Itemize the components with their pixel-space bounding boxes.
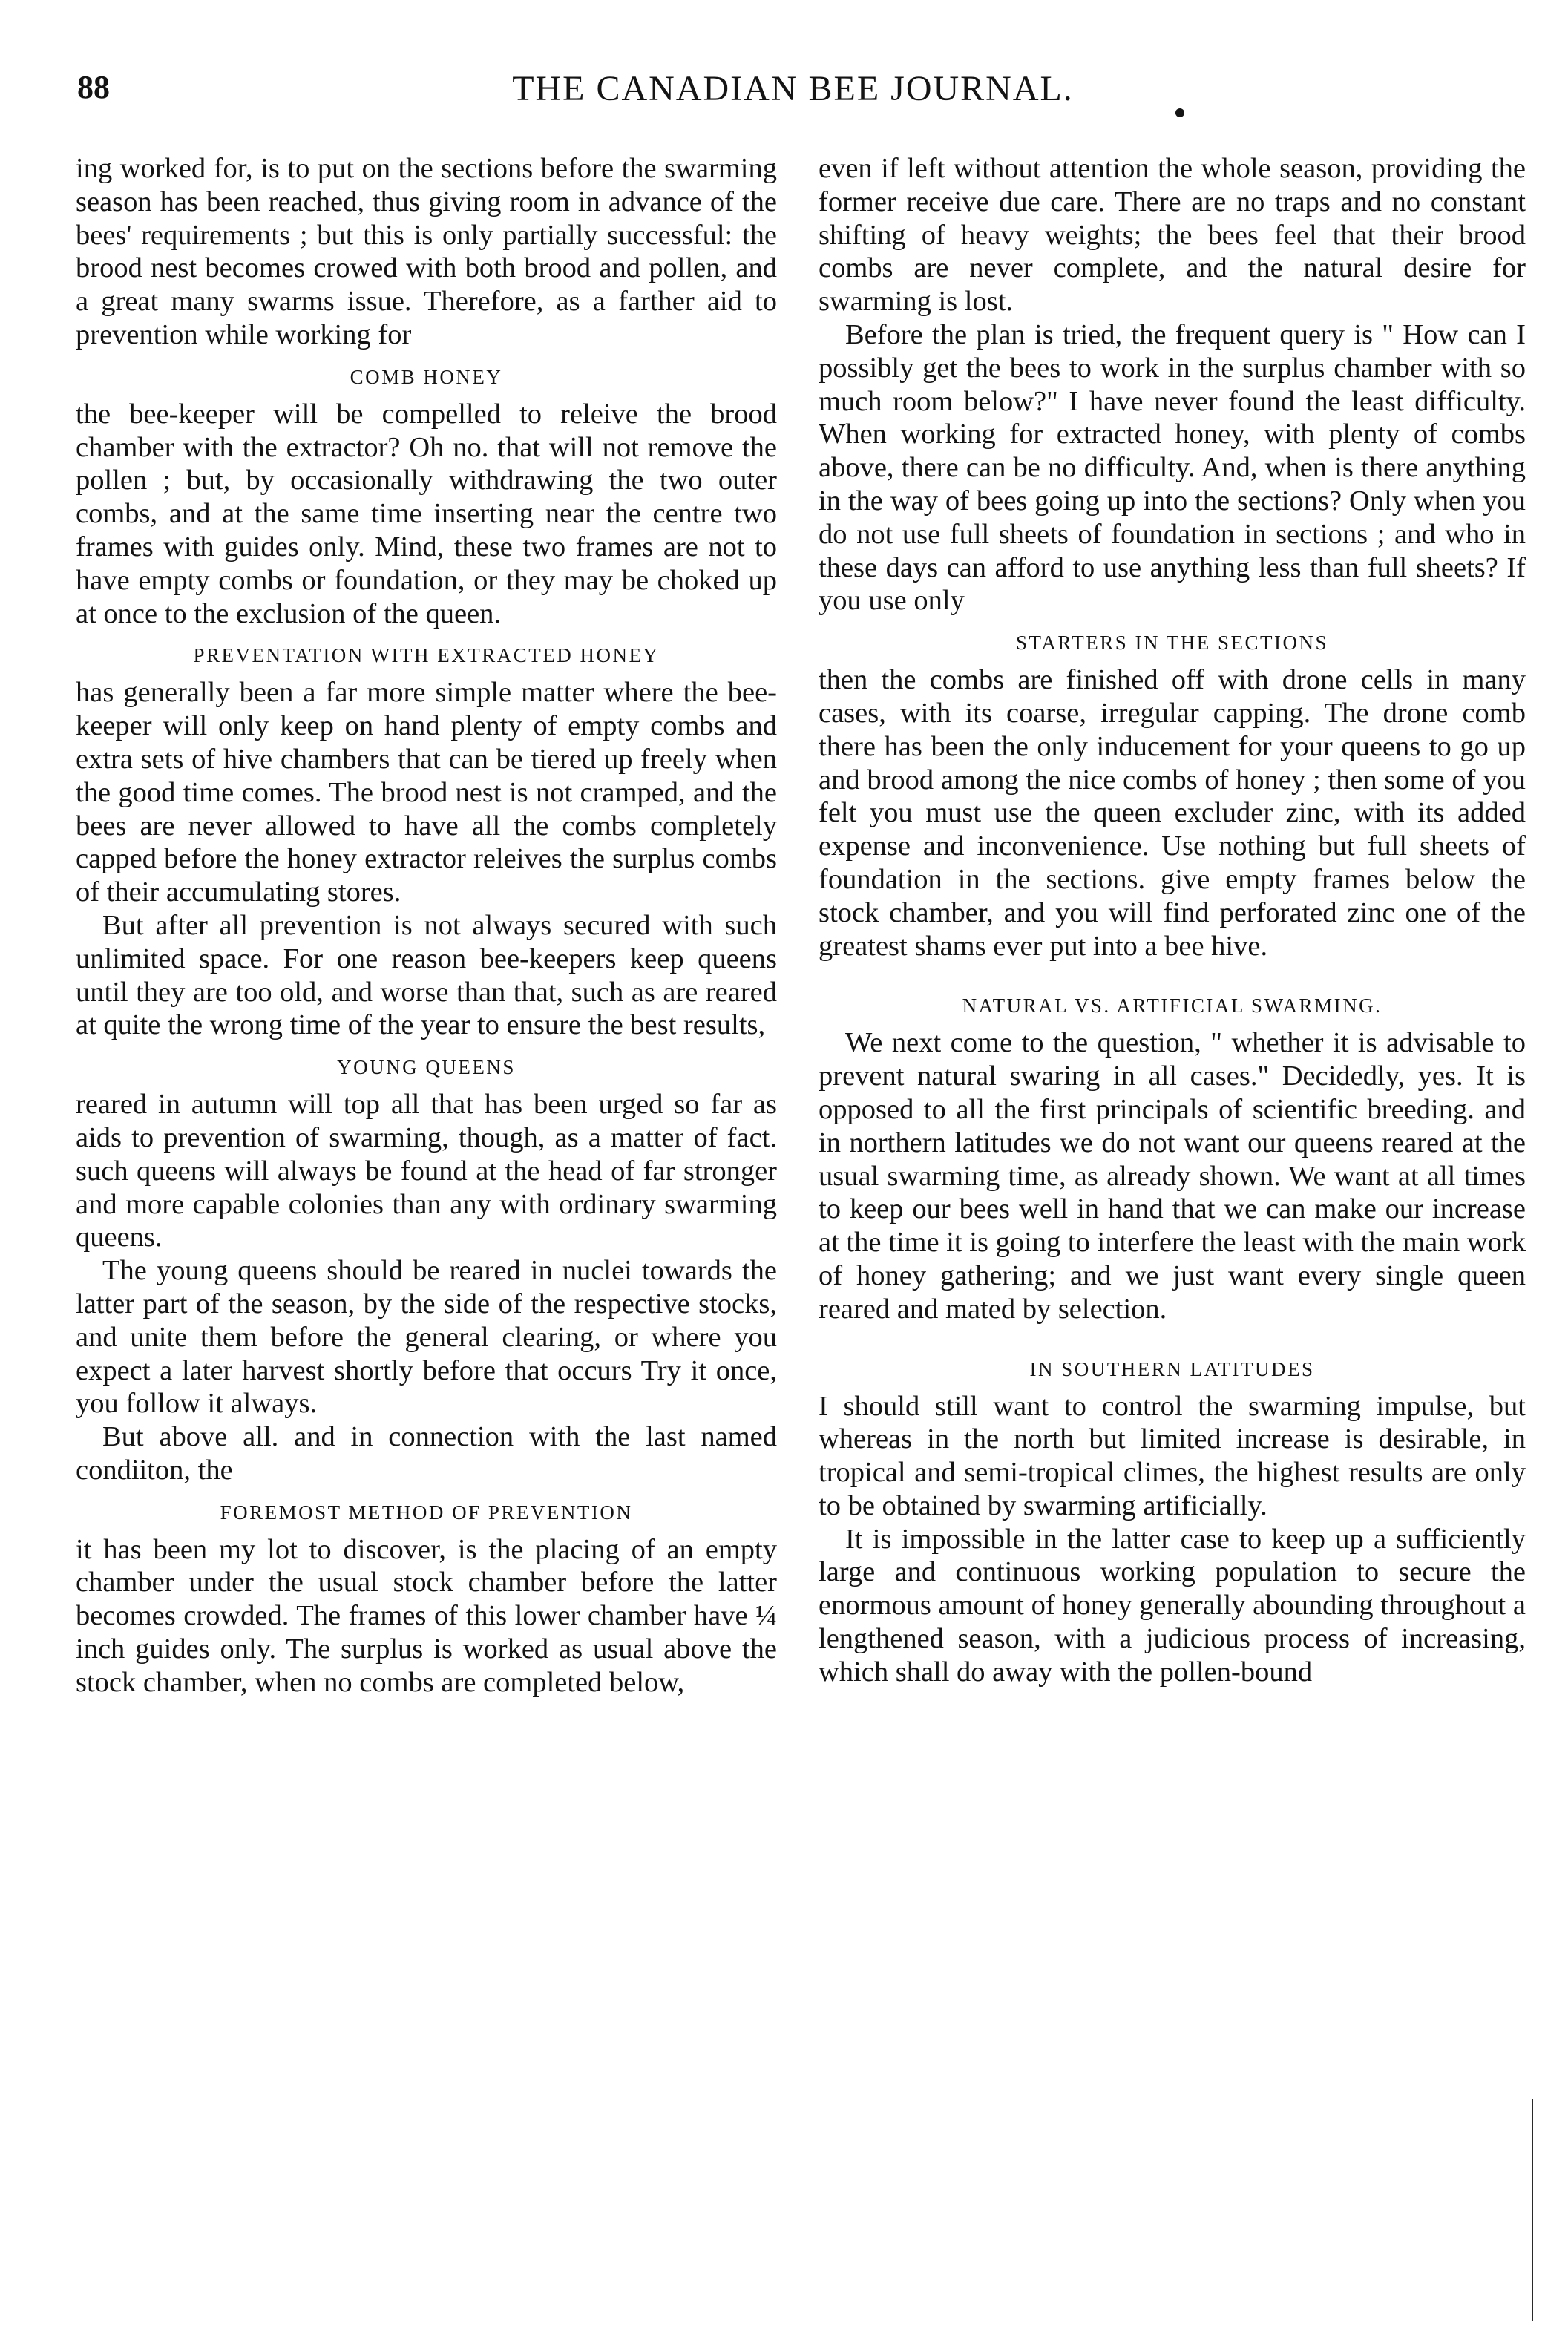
paragraph: ing worked for, is to put on the sections before the swarming season has been reached, thus giving room in advance of the bees' requirements ; but this is only partially successful: the brood nest becomes crowed with both brood and pollen, and a great many swarms issue. Therefore, as a farther aid to prevention while working for [76,153,777,350]
print-dot-mark [1175,108,1184,117]
page-number: 88 [77,69,110,105]
section-heading-starters-in-sections: STARTERS IN THE SECTIONS [1016,632,1328,655]
paragraph: But after all prevention is not always secured with such unlimited space. For one reason bee-keepers keep queens until they are too old, and worse than that, such as are reared at quite the wrong time of the year to ensure the best results, [76,909,777,1041]
paragraph: But above all. and in connection with the last named condiiton, the [76,1421,777,1486]
running-title: THE CANADIAN BEE JOURNAL. [512,69,1074,108]
page-header [77,68,1509,113]
paragraph: I should still want to control the swarming impulse, but whereas in the north but limited increase is desirable, in tropical and semi-tropical climes, the highest results are only to be obtained by swarming artificially. [819,1390,1526,1521]
column-edge-rule [1532,2099,1533,2321]
section-heading-young-queens: YOUNG QUEENS [337,1056,516,1079]
section-heading-comb-honey: COMB HONEY [350,365,503,388]
paragraph: We next come to the question, " whether it is advisable to prevent natural swaring in all cases." Decidedly, yes. It is opposed to all the first principals of scientific breeding. and in northern latitudes we do not want our queens reared at the usual swarming time, as already shown. We want at all times to keep our bees well in hand that we can make our increase at the time it is going to interfere the least with the main work of honey gathering; and we just want every single queen reared and mated by selection. [819,1027,1526,1325]
paragraph: The young queens should be reared in nuclei towards the latter part of the season, by the side of the respective stocks, and unite them before the general clearing, or where you expect a later harvest shortly before that occurs Try it once, you follow it always. [76,1255,777,1420]
paragraph: reared in autumn will top all that has been urged so far as aids to prevention of swarming, though, as a matter of fact. such queens will always be found at the head of far stronger and more capable colonies than any with ordinary swarming queens. [76,1089,777,1253]
right-column [819,152,1526,1689]
paragraph: the bee-keeper will be compelled to releive the brood chamber with the extractor? Oh no. that will not remove the pollen ; but, by occasionally withdrawing the two outer combs, and at the same time inserting near the centre two frames with guides only. Mind, these two frames are not to have empty combs or foundation, or they may be choked up at once to the exclusion of the queen. [76,398,777,629]
paragraph: it has been my lot to discover, is the placing of an empty chamber under the usual stock chamber before the latter becomes crowded. The frames of this lower chamber have ¼ inch guides only. The surplus is worked as usual above the stock chamber, when no combs are completed below, [76,1533,777,1698]
left-column [76,152,777,1699]
section-heading-prevention-extracted-honey: PREVENTATION WITH EXTRACTED HONEY [193,644,660,667]
paragraph: then the combs are finished off with drone cells in many cases, with its coarse, irregular capping. The drone comb there has been the only inducement for your queens to go up and brood among the nice combs of honey ; then some of you felt you must use the queen excluder zinc, with its added expense and inconvenience. Use nothing but full sheets of foundation in the sections. give empty frames below the stock chamber, and you will find perforated zinc one of the greatest shams ever put into a bee hive. [819,664,1526,962]
paragraph: has generally been a far more simple matter where the bee-keeper will only keep on hand plenty of empty combs and extra sets of hive chambers that can be tiered up freely when the good time comes. The brood nest is not cramped, and the bees are never allowed to have all the combs completely capped before the honey extractor releives the surplus combs of their accumulating stores. [76,677,777,908]
section-heading-natural-vs-artificial: NATURAL VS. ARTIFICIAL SWARMING. [962,994,1382,1017]
paragraph: Before the plan is tried, the frequent query is " How can I possibly get the bees to work in the surplus chamber with so much room below?" I have never found the least difficulty. When working for extracted honey, with plenty of combs above, there can be no difficulty. And, when is there anything in the way of bees going up into the sections? Only when you do not use full sheets of foundation in sections ; and who in these days can afford to use anything less than full sheets? If you use only [819,318,1526,617]
paragraph: even if left without attention the whole season, providing the former receive due care. There are no traps and no constant shifting of heavy weights; the bees feel that their brood combs are never complete, and the natural desire for swarming is lost. [819,153,1526,318]
section-heading-southern-latitudes: IN SOUTHERN LATITUDES [1029,1357,1315,1380]
section-heading-foremost-method: FOREMOST METHOD OF PREVENTION [220,1501,633,1524]
paragraph: It is impossible in the latter case to keep up a sufficiently large and continuous working population to secure the enormous amount of honey generally abounding throughout a lengthened season, with a judicious process of increasing, which shall do away with the pollen-bound [819,1523,1526,1688]
